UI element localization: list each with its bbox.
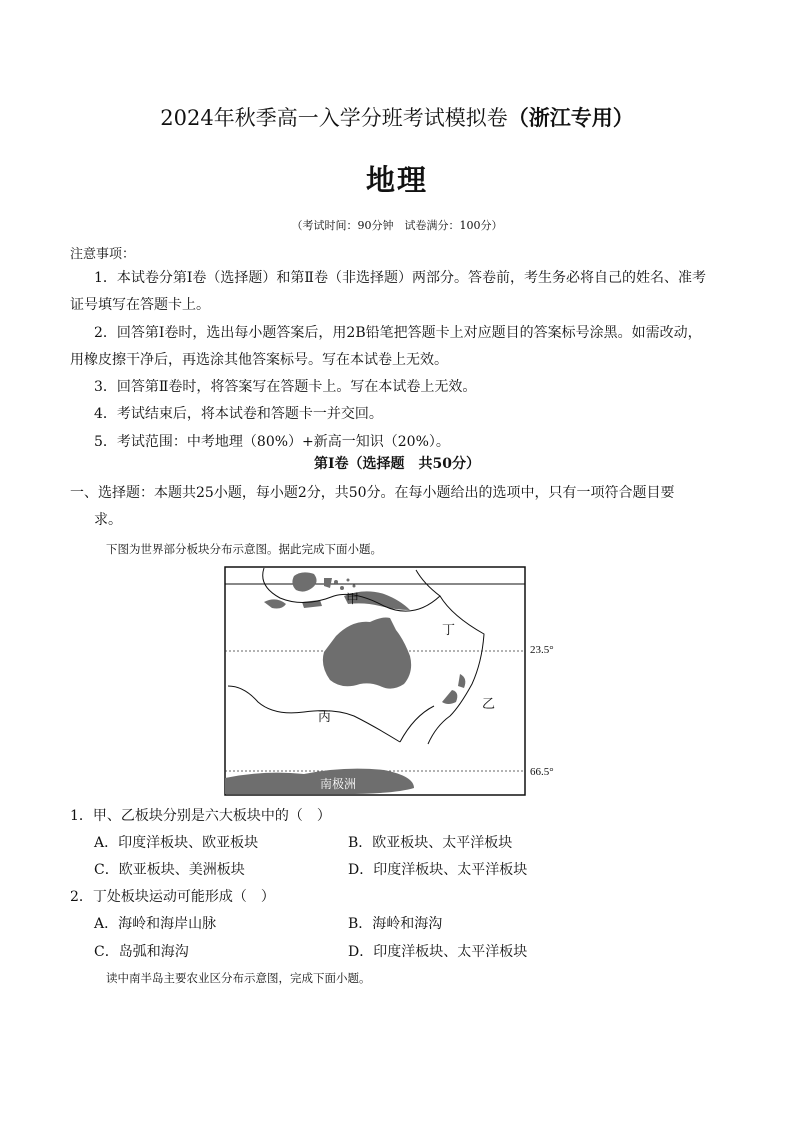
option-c: C．欧亚板块、美洲板块 (94, 862, 245, 878)
label-ding: 丁 (442, 623, 456, 638)
plate-map (224, 566, 526, 796)
exam-title-region: （浙江专用） (507, 106, 634, 130)
figure-intro: 下图为世界部分板块分布示意图。据此完成下面小题。 (106, 542, 382, 556)
subject-title: 地理 (365, 163, 428, 197)
next-figure-intro: 读中南半岛主要农业区分布示意图，完成下面小题。 (106, 971, 371, 985)
option-b: B．海岭和海沟 (348, 916, 443, 932)
label-bing: 丙 (318, 710, 332, 725)
label-jia: 甲 (346, 592, 360, 607)
section-instruction: 求。 (94, 512, 122, 528)
note-line: 3．回答第Ⅱ卷时，将答案写在答题卡上。写在本试卷上无效。 (94, 379, 477, 395)
label-yi: 乙 (482, 697, 496, 712)
notes-heading: 注意事项： (70, 247, 136, 262)
exam-title-main: 2024年秋季高一入学分班考试模拟卷 (160, 106, 508, 130)
option-d: D．印度洋板块、太平洋板块 (348, 862, 528, 878)
option-a: A．海岭和海岸山脉 (94, 916, 217, 932)
section-heading: 第Ⅰ卷（选择题 共50分） (313, 456, 481, 472)
label-lat-66: 66.5° (530, 766, 554, 778)
question-stem: 2．丁处板块运动可能形成（ ） (70, 889, 275, 905)
exam-title (0, 102, 794, 132)
note-line: 5．考试范围：中考地理（80%）+新高一知识（20%）。 (94, 434, 450, 450)
section-instruction: 一、选择题：本题共25小题，每小题2分，共50分。在每小题给出的选项中，只有一项符合题目要 (70, 485, 675, 501)
label-lat-23: 23.5° (530, 644, 554, 656)
option-b: B．欧亚板块、太平洋板块 (348, 835, 513, 851)
note-line: 用橡皮擦干净后，再选涂其他答案标号。写在本试卷上无效。 (70, 352, 448, 368)
note-line: 4．考试结束后，将本试卷和答题卡一并交回。 (94, 406, 383, 422)
option-d: D．印度洋板块、太平洋板块 (348, 944, 528, 960)
option-c: C．岛弧和海沟 (94, 944, 189, 960)
label-antarctica: 南极洲 (320, 777, 357, 791)
question-stem: 1．甲、乙板块分别是六大板块中的（ ） (70, 808, 331, 824)
note-line: 证号填写在答题卡上。 (70, 297, 210, 313)
exam-info: （考试时间：90分钟 试卷满分：100分） (291, 219, 503, 232)
note-line: 2．回答第Ⅰ卷时，选出每小题答案后，用2B铅笔把答题卡上对应题目的答案标号涂黑。如需改动， (94, 325, 702, 341)
note-line: 1．本试卷分第Ⅰ卷（选择题）和第Ⅱ卷（非选择题）两部分。答卷前，考生务必将自己的姓名、准考 (94, 270, 706, 286)
option-a: A．印度洋板块、欧亚板块 (94, 835, 259, 851)
